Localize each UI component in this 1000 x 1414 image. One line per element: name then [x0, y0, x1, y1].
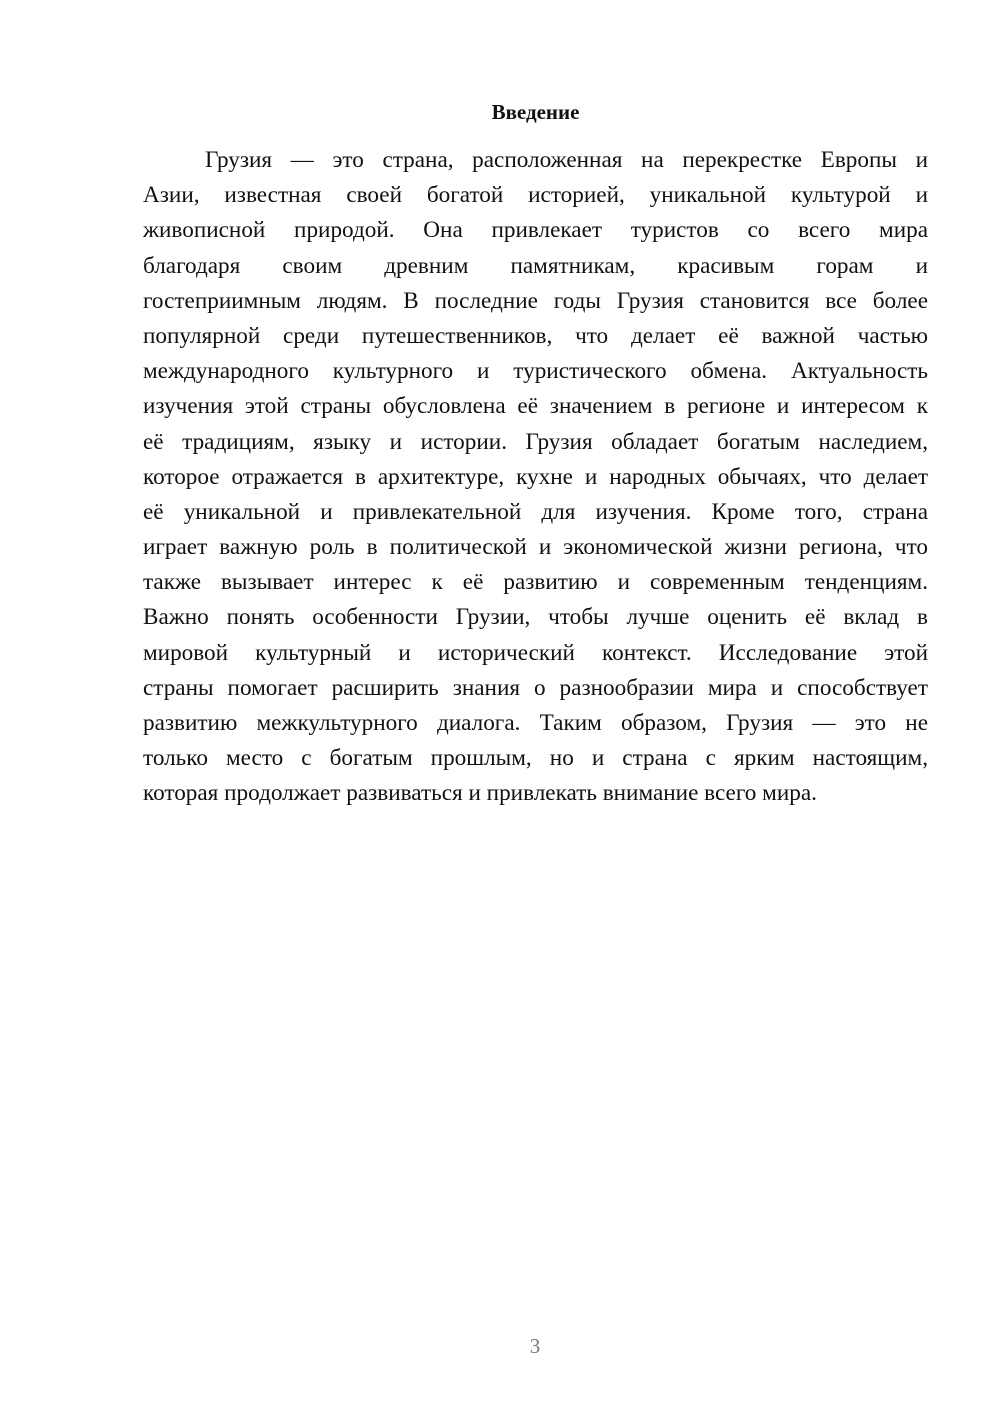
paragraph-line: её уникальной и привлекательной для изучения. Кроме того, страна — [143, 498, 928, 525]
paragraph-line: гостеприимным людям. В последние годы Грузия становится все более — [143, 287, 928, 314]
paragraph-line: её традициям, языку и истории. Грузия обладает богатым наследием, — [143, 428, 928, 455]
paragraph-line: только место с богатым прошлым, но и страна с ярким настоящим, — [143, 745, 928, 772]
paragraph-line: которая продолжает развиваться и привлекать внимание всего мира. — [143, 780, 817, 807]
paragraph-line: живописной природой. Она привлекает туристов со всего мира — [143, 217, 928, 244]
paragraph-line: популярной среди путешественников, что делает её важной частью — [143, 322, 928, 349]
paragraph-line: страны помогает расширить знания о разнообразии мира и способствует — [143, 674, 928, 701]
section-heading: Введение — [491, 100, 580, 124]
paragraph-line: также вызывает интерес к её развитию и современным тенденциям. — [143, 569, 928, 596]
paragraph-line: международного культурного и туристического обмена. Актуальность — [143, 358, 928, 385]
paragraph-line: Грузия — это страна, расположенная на перекрестке Европы и — [205, 147, 928, 173]
paragraph-line: развитию межкультурного диалога. Таким образом, Грузия — это не — [143, 710, 928, 736]
paragraph-line: Азии, известная своей богатой историей, уникальной культурой и — [143, 182, 928, 209]
page-number: 3 — [529, 1334, 541, 1358]
paragraph-line: которое отражается в архитектуре, кухне и народных обычаях, что делает — [143, 463, 928, 490]
paragraph-line: благодаря своим древним памятникам, красивым горам и — [143, 252, 928, 279]
paragraph-line: мировой культурный и исторический контекст. Исследование этой — [143, 639, 928, 666]
paragraph-line: изучения этой страны обусловлена её значением в регионе и интересом к — [143, 393, 928, 420]
paragraph-line: Важно понять особенности Грузии, чтобы лучше оценить её вклад в — [143, 604, 928, 631]
paragraph-line: играет важную роль в политической и экономической жизни региона, что — [143, 534, 928, 561]
introduction-paragraph — [143, 143, 928, 812]
